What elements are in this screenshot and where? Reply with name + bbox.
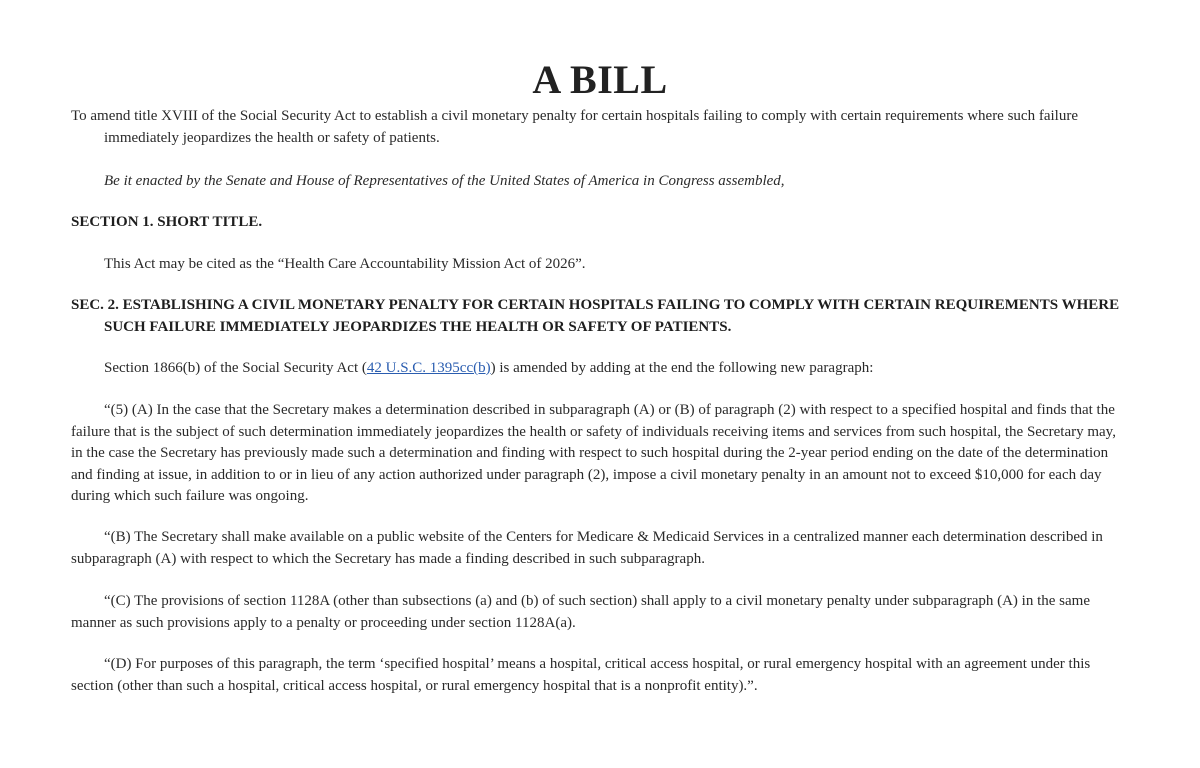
paragraph-5-B: “(B) The Secretary shall make available on a public website of the Centers for Medicare & Medicaid Services in a centralized manner each determination described in subparagraph (A) with respect to which the Secretary has made a finding described in such subparagraph. <box>71 529 1103 567</box>
bill-title: A BILL <box>532 57 668 102</box>
enacting-clause: Be it enacted by the Senate and House of Representatives of the United States of America in Congress assembled, <box>104 173 785 189</box>
section-2-intro-after: ) is amended by adding at the end the following new paragraph: <box>490 360 874 376</box>
section-2-intro-before: Section 1866(b) of the Social Security Act ( <box>104 360 367 376</box>
section-1-heading: SECTION 1. SHORT TITLE. <box>71 214 263 230</box>
bill-purpose: To amend title XVIII of the Social Security Act to establish a civil monetary penalty for certain hospitals failing to comply with certain requirements where such failure immediately jeopardizes the health or safety of patients. <box>71 108 1078 146</box>
section-1-text: This Act may be cited as the “Health Care Accountability Mission Act of 2026”. <box>104 256 586 272</box>
section-2-heading: SEC. 2. ESTABLISHING A CIVIL MONETARY PENALTY FOR CERTAIN HOSPITALS FAILING TO COMPLY WITH CERTAIN REQUIREMENTS WHERE SUCH FAILURE IMMEDIATELY JEOPARDIZES THE HEALTH OR SAFETY OF PATIENTS. <box>71 297 1120 335</box>
paragraph-5-A: “(5) (A) In the case that the Secretary makes a determination described in subparagraph (A) or (B) of paragraph (2) with respect to a specified hospital and finds that the failure that is the subject of such determination immediately jeopardizes the health or safety of individuals receiving items and services from such hospital, the Secretary may, in the case the Secretary has previously made such a determination and finding with respect to such hospital during the 2-year period ending on the date of the determination and finding at issue, in addition to or in lieu of any action authorized under paragraph (2), impose a civil monetary penalty in an amount not to exceed $10,000 for each day during which such failure was ongoing. <box>71 402 1116 504</box>
section-2-intro <box>71 358 1121 380</box>
paragraph-5-D: “(D) For purposes of this paragraph, the term ‘specified hospital’ means a hospital, critical access hospital, or rural emergency hospital with an agreement under this section (other than such a hospital, critical access hospital, or rural emergency hospital that is a nonprofit entity).”. <box>71 656 1091 694</box>
paragraph-5-C: “(C) The provisions of section 1128A (other than subsections (a) and (b) of such section) shall apply to a civil monetary penalty under subparagraph (A) in the same manner as such provisions apply to a penalty or proceeding under section 1128A(a). <box>71 593 1090 631</box>
usc-citation-link[interactable]: 42 U.S.C. 1395cc(b) <box>366 360 491 376</box>
